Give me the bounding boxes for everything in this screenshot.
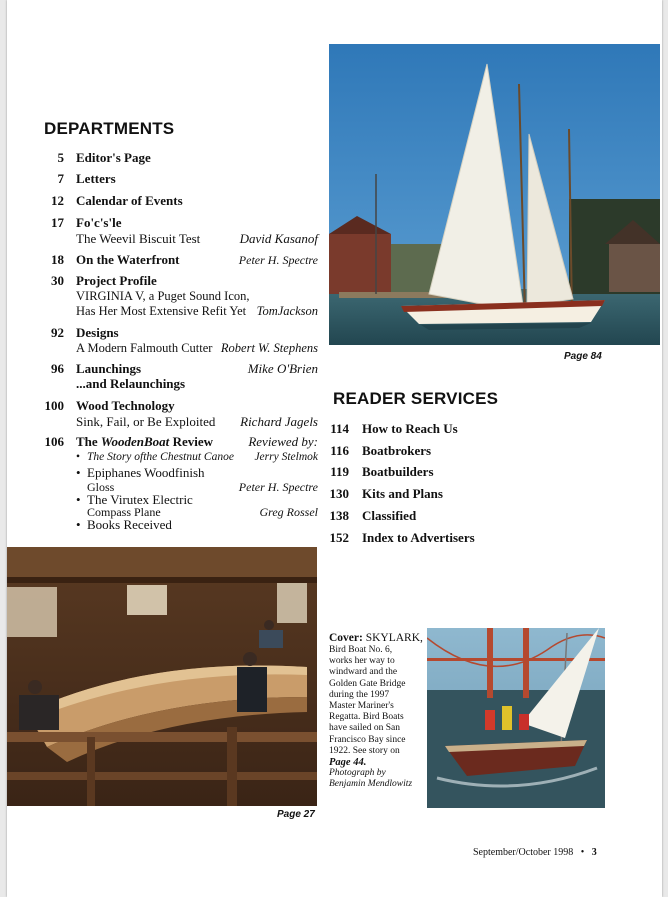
cover-line: Regatta. Bird Boats bbox=[329, 712, 404, 723]
service-title: Boatbuilders bbox=[362, 464, 434, 479]
review-item-title: Books Received bbox=[87, 517, 172, 532]
toc-title: Fo'c's'le bbox=[76, 215, 122, 230]
toc-title: Project Profile bbox=[76, 273, 157, 288]
review-item-title: The Story ofthe Chestnut Canoe bbox=[87, 451, 234, 463]
toc-title: Wood Technology bbox=[76, 398, 175, 413]
toc-author: TomJackson bbox=[256, 304, 318, 318]
toc-title-magazine: WoodenBoat bbox=[100, 434, 170, 449]
toc-author: Robert W. Stephens bbox=[220, 341, 318, 355]
toc-title: On the Waterfront bbox=[76, 252, 180, 267]
review-item-title-continued: Gloss bbox=[87, 480, 115, 494]
footer-page-number: 3 bbox=[591, 847, 597, 858]
magazine-page bbox=[7, 0, 662, 897]
toc-title-continued: ...and Relaunchings bbox=[76, 376, 186, 391]
service-title: Boatbrokers bbox=[362, 443, 432, 458]
toc-page-number: 18 bbox=[51, 252, 64, 267]
service-page-number: 138 bbox=[329, 508, 349, 523]
service-page-number: 119 bbox=[330, 464, 349, 479]
toc-title-suffix: Review bbox=[172, 434, 213, 449]
toc-page-number: 17 bbox=[51, 215, 64, 230]
toc-subtitle: A Modern Falmouth Cutter bbox=[76, 341, 213, 355]
footer-issue: September/October 1998 bbox=[473, 847, 574, 858]
sailboat-photo bbox=[329, 44, 660, 345]
cover-line: Francisco Bay since bbox=[329, 734, 406, 745]
toc-subtitle: Sink, Fail, or Be Exploited bbox=[76, 414, 216, 429]
departments-heading: DEPARTMENTS bbox=[44, 119, 175, 138]
cover-line: have sailed on San bbox=[329, 723, 400, 734]
toc-page-number: 96 bbox=[51, 361, 64, 376]
toc-title: Calendar of Events bbox=[76, 193, 183, 208]
toc-title: Designs bbox=[76, 325, 119, 340]
bullet: • bbox=[76, 451, 81, 463]
toc-title: Launchings bbox=[76, 361, 142, 376]
toc-page-number: 5 bbox=[57, 150, 64, 165]
service-page-number: 152 bbox=[329, 530, 349, 545]
service-page-number: 114 bbox=[330, 421, 349, 436]
footer bbox=[473, 847, 597, 858]
cover-page-ref[interactable]: Page 44. bbox=[329, 757, 367, 769]
footer-bullet: • bbox=[580, 847, 585, 858]
service-title: Kits and Plans bbox=[362, 486, 443, 501]
reader-services-heading: READER SERVICES bbox=[333, 389, 499, 408]
toc-page-number: 100 bbox=[44, 398, 64, 413]
toc-page-number: 92 bbox=[51, 325, 64, 340]
review-item-title-continued: Compass Plane bbox=[87, 505, 161, 519]
cover-label: Cover: bbox=[329, 632, 363, 644]
service-page-number: 116 bbox=[330, 443, 349, 458]
cover-line: Golden Gate Bridge bbox=[329, 678, 406, 689]
cover-photographer: Benjamin Mendlowitz bbox=[329, 779, 413, 790]
bullet: • bbox=[76, 465, 81, 480]
cover-photo bbox=[427, 628, 605, 808]
cover-line: Bird Boat No. 6, bbox=[329, 645, 393, 655]
toc-subtitle: The Weevil Biscuit Test bbox=[76, 231, 201, 246]
toc-title: Editor's Page bbox=[76, 150, 151, 165]
cover-boat-name: SKYLARK, bbox=[365, 632, 423, 644]
cover-line: works her way to bbox=[329, 656, 395, 667]
toc-page-number: 7 bbox=[57, 171, 64, 186]
review-item-title: Epiphanes Woodfinish bbox=[87, 465, 205, 480]
toc-subtitle: Has Her Most Extensive Refit Yet bbox=[76, 304, 247, 318]
review-item-author: Greg Rossel bbox=[259, 505, 318, 519]
cover-line: Master Mariner's bbox=[329, 701, 394, 712]
toc-title-prefix: The bbox=[76, 434, 98, 449]
service-title: How to Reach Us bbox=[362, 421, 458, 436]
bullet: • bbox=[76, 517, 81, 532]
photo-caption: Page 27 bbox=[277, 809, 315, 820]
toc-author: Richard Jagels bbox=[240, 414, 318, 429]
service-title: Classified bbox=[362, 508, 417, 523]
toc-page-number: 30 bbox=[51, 273, 64, 288]
toc-page-number: 12 bbox=[51, 193, 64, 208]
toc-author: David Kasanof bbox=[239, 231, 318, 246]
toc-subtitle: VIRGINIA V, a Puget Sound Icon, bbox=[76, 289, 250, 303]
cover-line: during the 1997 bbox=[329, 689, 390, 700]
service-page-number: 130 bbox=[329, 486, 349, 501]
review-item-title: The Virutex Electric bbox=[87, 492, 193, 507]
toc-author: Peter H. Spectre bbox=[238, 253, 318, 267]
bullet: • bbox=[76, 492, 81, 507]
cover-line: windward and the bbox=[329, 667, 398, 678]
review-item-author: Jerry Stelmok bbox=[254, 451, 318, 463]
cover-photo-credit: Photograph by bbox=[329, 768, 386, 779]
service-title: Index to Advertisers bbox=[362, 530, 475, 545]
cover-line: 1922. See story on bbox=[329, 745, 400, 756]
photo-caption: Page 84 bbox=[564, 351, 602, 362]
cover-description bbox=[329, 632, 424, 791]
boatshop-photo bbox=[7, 547, 317, 806]
toc-reviewed-by-label: Reviewed by: bbox=[248, 434, 318, 449]
toc-title: Letters bbox=[76, 171, 116, 186]
toc-page-number: 106 bbox=[44, 434, 64, 449]
toc-author: Mike O'Brien bbox=[247, 361, 318, 376]
review-item-author: Peter H. Spectre bbox=[238, 480, 318, 494]
